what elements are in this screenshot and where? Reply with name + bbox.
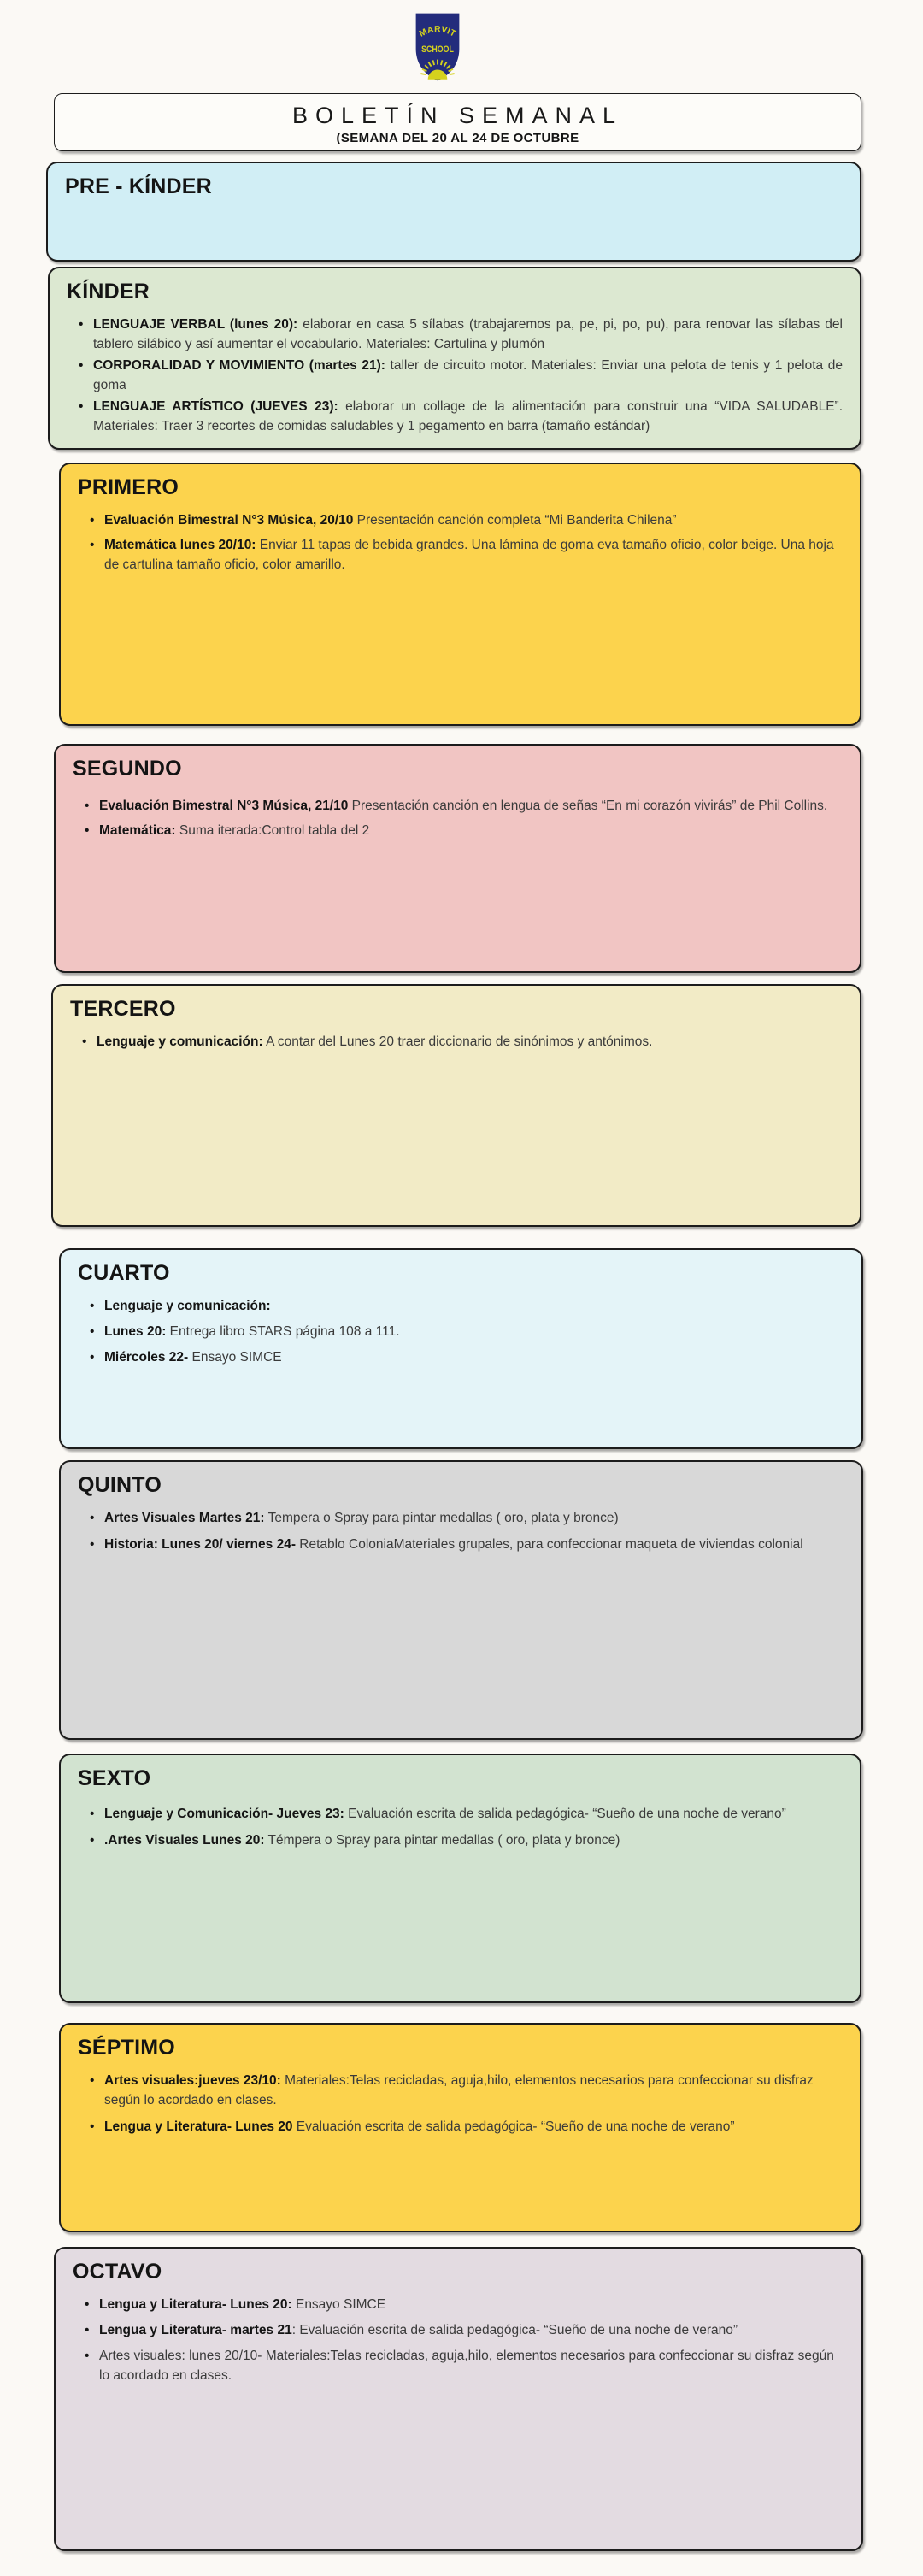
bulletin-list (85, 2295, 844, 2385)
item-subject: Lunes 20: (104, 1323, 167, 1339)
item-text: Ensayo SIMCE (291, 2296, 386, 2312)
bulletin-item (90, 1804, 843, 1824)
bulletin-item (90, 1322, 844, 1341)
section-heading: OCTAVO (73, 2260, 162, 2284)
item-subject: CORPORALIDAD Y MOVIMIENTO (martes 21): (93, 357, 385, 373)
bulletin-item (82, 1032, 843, 1052)
bulletin-list (90, 1804, 843, 1850)
item-subject: Evaluación Bimestral N°3 Música, 21/10 (99, 798, 349, 813)
item-subject: Artes Visuales Martes 21: (104, 1510, 265, 1525)
item-subject: LENGUAJE ARTÍSTICO (JUEVES 23): (93, 398, 338, 414)
bulletin-list (85, 796, 843, 840)
bulletin-item (90, 1508, 844, 1528)
section-heading: PRE - KÍNDER (65, 174, 212, 198)
bulletin-list (90, 1296, 844, 1367)
section-cuarto (59, 1248, 863, 1449)
item-subject: Matemática lunes 20/10: (104, 537, 256, 552)
item-text: Témpera o Spray para pintar medallas ( oro, plata y bronce) (264, 1832, 620, 1848)
bulletin-item (90, 2071, 843, 2110)
section-heading: KÍNDER (67, 280, 150, 304)
bulletin-item (90, 1347, 844, 1367)
bulletin-list (90, 510, 843, 575)
bulletin-item (79, 356, 843, 395)
item-subject: Lenguaje y comunicación: (104, 1298, 271, 1313)
bulletin-item (85, 2346, 844, 2385)
item-text: elaborar en casa 5 sílabas (trabajaremos pa, pe, pi, po, pu), para renovar las sílabas del tablero silábico y así aumentar el vocabulario. Materiales: Cartulina y plumón (93, 316, 843, 351)
item-text: Evaluación escrita de salida pedagógica- “Sueño de una noche de verano” (292, 2119, 735, 2134)
item-text: Entrega libro STARS página 108 a 111. (166, 1323, 400, 1339)
bulletin-item (90, 1535, 844, 1554)
item-subject: Historia: Lunes 20/ viernes 24- (104, 1536, 296, 1552)
item-subject: Lenguaje y comunicación: (97, 1034, 263, 1049)
item-subject: Matemática: (99, 822, 176, 838)
item-subject: Miércoles 22- (104, 1349, 189, 1365)
section-kinder (48, 267, 861, 450)
logo-word-top: MARVIT (418, 25, 457, 39)
item-text: Retablo ColoniaMateriales grupales, para confeccionar maqueta de viviendas colonial (295, 1536, 803, 1552)
item-subject: Evaluación Bimestral N°3 Música, 20/10 (104, 512, 354, 528)
item-subject: Lenguaje y Comunicación- Jueves 23: (104, 1806, 344, 1821)
item-text: Suma iterada:Control tabla del 2 (175, 822, 370, 838)
item-text: taller de circuito motor. Materiales: Enviar una pelota de tenis y 1 pelota de goma (93, 357, 843, 392)
bulletin-item (85, 821, 843, 840)
item-subject: Artes visuales:jueves 23/10: (104, 2072, 281, 2088)
section-segundo (54, 744, 861, 973)
school-logo (414, 11, 461, 83)
bulletin-item (90, 1296, 844, 1316)
section-octavo (54, 2247, 863, 2551)
bulletin-item (79, 397, 843, 436)
item-text: Tempera o Spray para pintar medallas ( oro, plata y bronce) (264, 1510, 619, 1525)
header-box (54, 93, 861, 151)
item-subject: Lengua y Literatura- Lunes 20 (104, 2119, 293, 2134)
item-subject: LENGUAJE VERBAL (lunes 20): (93, 316, 298, 332)
logo-word-bottom: SCHOOL (421, 44, 455, 55)
bulletin-list (90, 2071, 843, 2137)
section-heading: SEXTO (78, 1766, 151, 1790)
section-sexto (59, 1754, 861, 2003)
section-heading: PRIMERO (78, 475, 179, 499)
item-subject: Lengua y Literatura- Lunes 20: (99, 2296, 292, 2312)
section-septimo (59, 2023, 861, 2232)
section-heading: QUINTO (78, 1473, 162, 1497)
bulletin-item (90, 535, 843, 575)
bulletin-item (90, 1830, 843, 1850)
page-subtitle: (SEMANA DEL 20 AL 24 DE OCTUBRE (336, 131, 579, 146)
item-subject: Lengua y Literatura- martes 21 (99, 2322, 292, 2337)
item-text: Artes visuales: lunes 20/10- Materiales:Telas recicladas, aguja,hilo, elementos necesarios para confeccionar su disfraz según lo acordado en clases. (99, 2348, 834, 2383)
section-tercero (51, 984, 861, 1227)
section-heading: CUARTO (78, 1261, 170, 1285)
bulletin-item (79, 315, 843, 354)
item-text: A contar del Lunes 20 traer diccionario de sinónimos y antónimos. (262, 1034, 653, 1049)
section-heading: TERCERO (70, 997, 176, 1021)
item-text: Evaluación escrita de salida pedagógica- “Sueño de una noche de verano” (344, 1806, 786, 1821)
section-quinto (59, 1460, 863, 1740)
section-heading: SEGUNDO (73, 757, 182, 781)
bulletin-item (85, 2295, 844, 2314)
item-text: : Evaluación escrita de salida pedagógica- “Sueño de una noche de verano” (291, 2322, 738, 2337)
section-primero (59, 463, 861, 726)
item-text: Enviar 11 tapas de bebida grandes. Una lámina de goma eva tamaño oficio, color beige. Una hoja de cartulina tamaño oficio, color amarillo. (104, 537, 834, 572)
item-subject: .Artes Visuales Lunes 20: (104, 1832, 265, 1848)
bulletin-item (85, 796, 843, 816)
item-text: Presentación canción completa “Mi Banderita Chilena” (353, 512, 677, 528)
section-heading: SÉPTIMO (78, 2036, 175, 2060)
item-text: Ensayo SIMCE (188, 1349, 282, 1365)
page-title: BOLETÍN SEMANAL (291, 103, 624, 128)
bulletin-page (0, 11, 923, 2551)
item-text: Presentación canción en lengua de señas “En mi corazón vivirás” de Phil Collins. (348, 798, 828, 813)
bulletin-list (79, 315, 843, 436)
bulletin-item (85, 2320, 844, 2340)
item-text: Materiales:Telas recicladas, aguja,hilo, elementos necesarios para confeccionar su disfraz según lo acordado en clases. (104, 2072, 814, 2107)
bulletin-list (82, 1032, 843, 1052)
bulletin-item (90, 2117, 843, 2137)
item-text: elaborar un collage de la alimentación para construir una “VIDA SALUDABLE”. Materiales: Traer 3 recortes de comidas saludables y 1 pegamento en barra (tamaño estándar) (93, 398, 844, 433)
sections (0, 162, 923, 2551)
section-pre-kinder (46, 162, 861, 262)
bulletin-list (90, 1508, 844, 1554)
bulletin-item (90, 510, 843, 530)
